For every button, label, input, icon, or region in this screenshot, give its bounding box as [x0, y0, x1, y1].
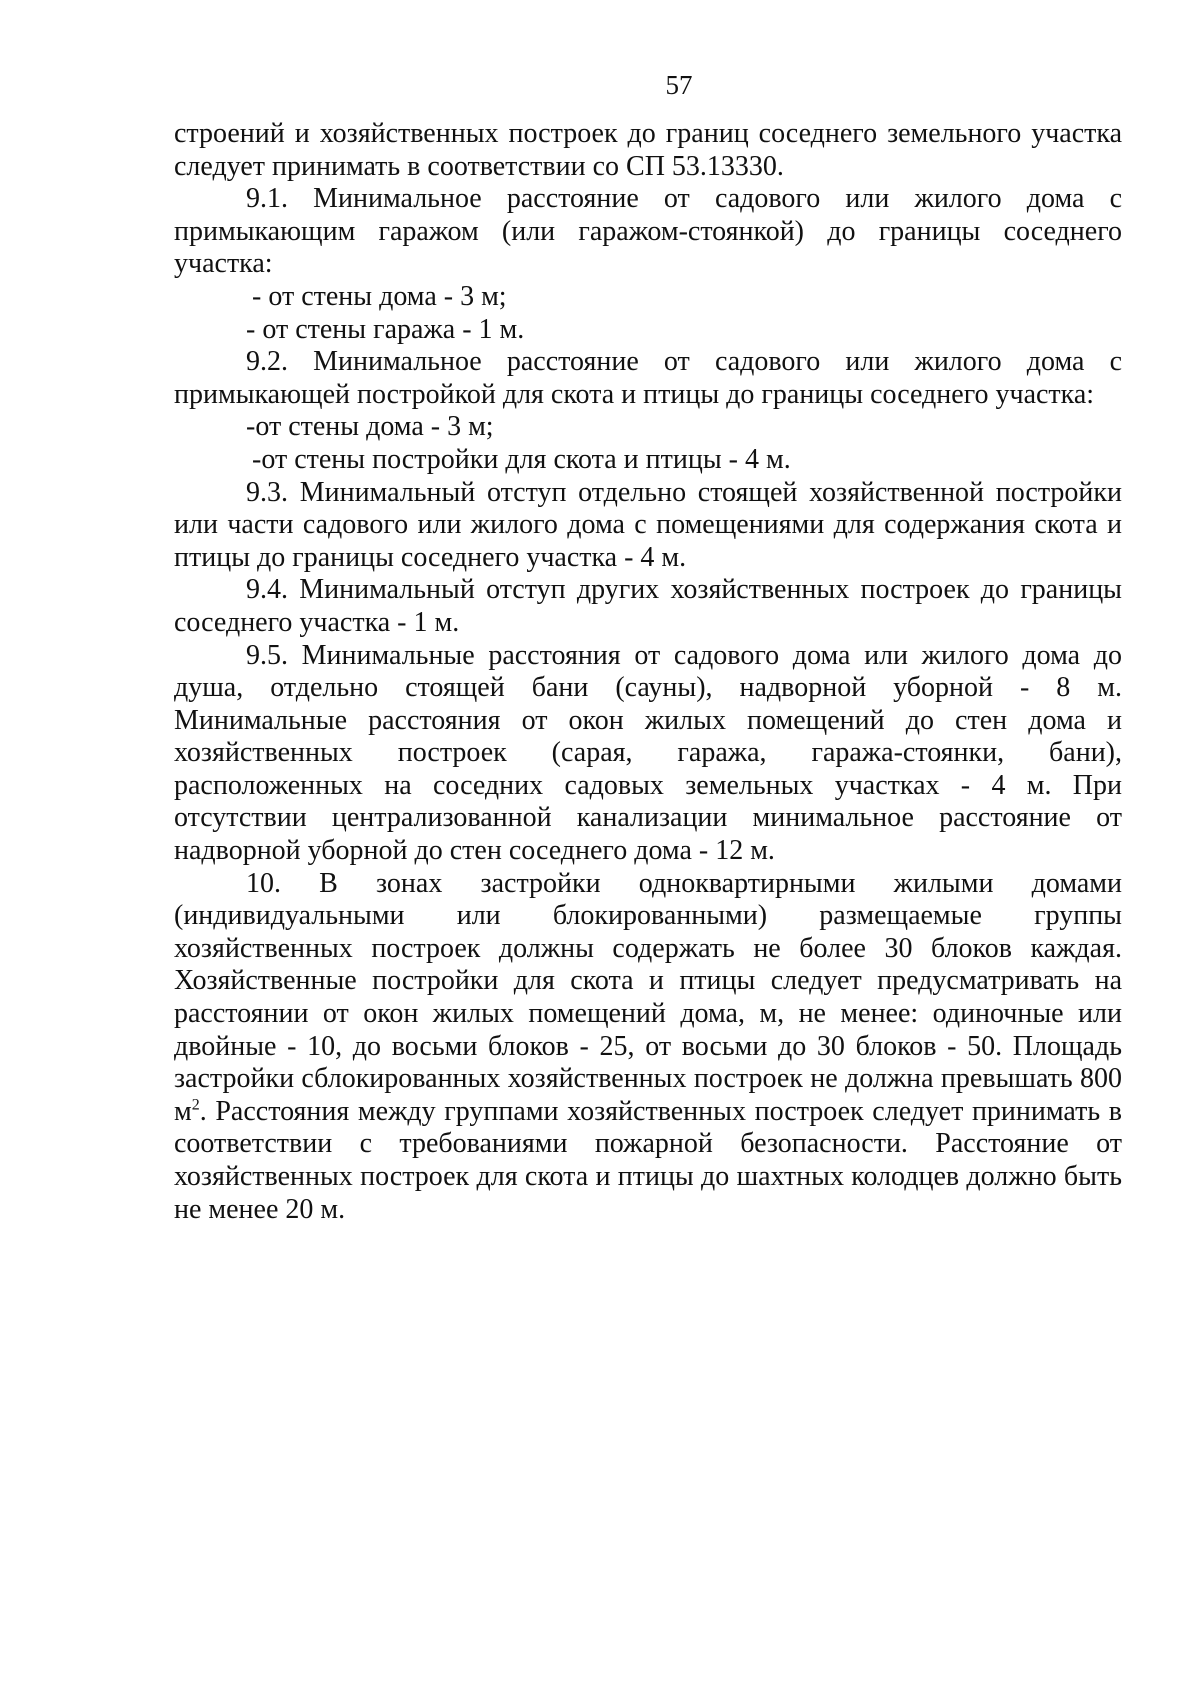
paragraph-9-2: 9.2. Минимальное расстояние от садового или жилого дома с примыкающей постройкой для скота и птицы до границы соседнего участка: — [174, 346, 1122, 410]
paragraph-9-5: 9.5. Минимальные расстояния от садового дома или жилого дома до душа, отдельно стоящей бани (сауны), надворной уборной - 8 м. Минимальные расстояния от окон жилых помещений до стен дома и хозяйственных построек (сарая, гаража, гаража-стоянки, бани), расположенных на соседних садовых земельных участках - 4 м. При отсутствии централизованной канализации минимальное расстояние от надворной уборной до стен соседнего дома - 12 м. — [174, 639, 1122, 867]
paragraph-9-4: 9.4. Минимальный отступ других хозяйственных построек до границы соседнего участка - 1 м. — [174, 574, 1122, 638]
list-item-9-2-livestock-wall: -от стены постройки для скота и птицы - 4 м. — [252, 443, 791, 475]
paragraph-9-1: 9.1. Минимальное расстояние от садового или жилого дома с примыкающим гаражом (или гаражом-стоянкой) до границы соседнего участка: — [174, 183, 1122, 280]
list-item-9-1-house-wall: - от стены дома - 3 м; — [252, 280, 507, 312]
list-item-9-2-house-wall: -от стены дома - 3 м; — [246, 411, 494, 443]
paragraph-10-text-before-superscript: 10. В зонах застройки одноквартирными жилыми домами (индивидуальными или блокированными) размещаемые группы хозяйственных построек должны содержать не более 30 блоков каждая. Хозяйственные постройки для скота и птицы следует предусматривать на расстоянии от окон жилых помещений дома, м, не менее: одиночные или двойные - 10, до восьми блоков - 25, от восьми до 30 блоков - 50. Площадь застройки сблокированных хозяйственных построек не должна превышать 800 м — [174, 867, 1122, 1127]
paragraph-10 — [174, 868, 1122, 1227]
paragraph-continuation: строений и хозяйственных построек до границ соседнего земельного участка следует принимать в соответствии со СП 53.13330. — [174, 118, 1122, 182]
document-body — [174, 118, 1122, 1226]
paragraph-10-text-after-superscript: . Расстояния между группами хозяйственных построек следует принимать в соответствии с требованиями пожарной безопасности. Расстояние от хозяйственных построек для скота и птицы до шахтных колодцев должно быть не менее 20 м. — [174, 1095, 1122, 1225]
page-number: 57 — [665, 70, 693, 100]
list-item-9-1-garage-wall: - от стены гаража - 1 м. — [246, 313, 525, 345]
square-meter-superscript: 2 — [191, 1096, 200, 1114]
paragraph-9-3: 9.3. Минимальный отступ отдельно стоящей хозяйственной постройки или части садового или жилого дома с помещениями для содержания скота и птицы до границы соседнего участка - 4 м. — [174, 476, 1122, 573]
